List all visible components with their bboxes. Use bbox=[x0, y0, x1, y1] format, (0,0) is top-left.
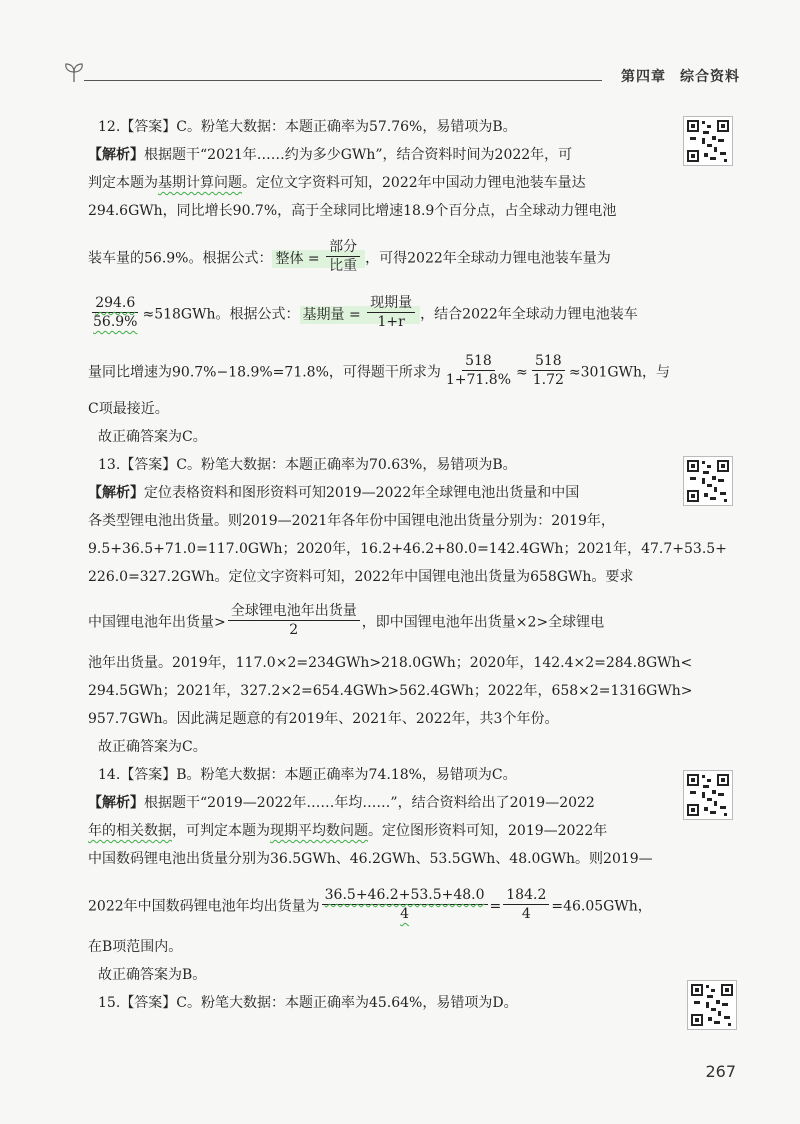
q13-conclusion: 故正确答案为C。 bbox=[98, 739, 207, 755]
header-rule bbox=[84, 80, 602, 81]
qr-code-icon[interactable] bbox=[687, 980, 737, 1030]
q13-analysis-line: 【解析】定位表格资料和图形资料可知2019—2022年全球锂电池出货量和中国 bbox=[88, 485, 580, 501]
q12-formula-line: $\frac{294.6}{56.9\%}$ ≈518GWh。根据公式： 基期量 = $\frac{\text{现期量}}{1+r}$ ，结合2022年全球动力锂电池装车 bbox=[88, 296, 638, 333]
q12-formula-line: 量同比增速为90.7%−18.9%=71.8%，可得题干所求为 $\frac{518}{1+71.8\%}$ ≈ $\frac{518}{1.72}$ ≈301GWh，与 bbox=[88, 353, 670, 388]
qr-code-icon[interactable] bbox=[683, 456, 733, 506]
q13-text-line: 池年出货量。2019年，117.0×2=234GWh>218.0GWh；2020年，142.4×2=284.8GWh< bbox=[88, 655, 693, 671]
fraction: $\frac{518}{1.72}$ bbox=[532, 353, 564, 388]
q13-text-line: 294.5GWh；2021年，327.2×2=654.4GWh>562.4GWh；2022年，658×2=1316GWh> bbox=[88, 683, 693, 699]
q14-answer-line: 14.【答案】B。粉笔大数据：本题正确率为74.18%，易错项为C。 bbox=[98, 767, 517, 783]
q14-analysis-line: 【解析】根据题干“2019—2022年……年均……”，结合资料给出了2019—2022 bbox=[88, 795, 595, 811]
fraction: $\frac{294.6}{56.9\%}$ bbox=[93, 295, 138, 330]
q13-text-line: 957.7GWh。因此满足题意的有2019年、2021年、2022年，共3个年份。 bbox=[88, 711, 559, 727]
q14-text-line: 在B项范围内。 bbox=[88, 939, 183, 955]
q14-formula-line: 2022年中国数码锂电池年均出货量为 $\frac{36.5+46.2+53.5+48.0}{4}$ = $\frac{184.2}{4}$ =46.05GWh， bbox=[88, 887, 652, 922]
q13-text-line: 9.5+36.5+71.0=117.0GWh；2020年，16.2+46.2+80.0=142.4GWh；2021年，47.7+53.5+ bbox=[88, 541, 727, 557]
q12-formula-line: 装车量的56.9%。根据公式： 整体 = $\frac{\text{部分}}{\text{比重}}$ ，可得2022年全球动力锂电池装车量为 bbox=[88, 239, 611, 274]
q13-formula-line: 中国锂电池年出货量> $\frac{\text{全球锂电池年出货量}}{2}$ ，即中国锂电池年出货量×2>全球锂电 bbox=[88, 603, 605, 638]
sprout-icon bbox=[62, 62, 86, 84]
q12-text-line: 294.6GWh，同比增长90.7%，高于全球同比增速18.9个百分点，占全球动力锂电池 bbox=[88, 203, 617, 219]
q12-text-line: 判定本题为基期计算问题。定位文字资料可知，2022年中国动力锂电池装车量达 bbox=[88, 175, 586, 191]
q14-text-line: 中国数码锂电池出货量分别为36.5GWh、46.2GWh、53.5GWh、48.0GWh。则2019— bbox=[88, 851, 653, 867]
q12-text-line: C项最接近。 bbox=[88, 401, 169, 417]
fraction: $\frac{518}{1+71.8\%}$ bbox=[445, 353, 512, 388]
q13-answer-line: 13.【答案】C。粉笔大数据：本题正确率为70.63%，易错项为B。 bbox=[98, 457, 517, 473]
q12-analysis-line: 【解析】根据题干“2021年……约为多少GWh”，结合资料时间为2022年，可 bbox=[88, 147, 573, 163]
fraction: $\frac{\text{全球锂电池年出货量}}{2}$ bbox=[228, 602, 360, 639]
q15-answer-line: 15.【答案】C。粉笔大数据：本题正确率为45.64%，易错项为D。 bbox=[98, 995, 518, 1011]
qr-code-icon[interactable] bbox=[683, 770, 733, 820]
key-phrase: 年的相关数据 bbox=[88, 823, 172, 839]
q13-text-line: 226.0=327.2GWh。定位文字资料可知，2022年中国锂电池出货量为658GWh。要求 bbox=[88, 569, 634, 585]
fraction: $\frac{\text{部分}}{\text{比重}}$ bbox=[326, 238, 360, 275]
key-phrase: 现期平均数问题 bbox=[270, 823, 368, 839]
q13-text-line: 各类型锂电池出货量。则2019—2021年各年份中国锂电池出货量分别为：2019年， bbox=[88, 513, 615, 529]
formula-highlight: 基期量 = $\frac{\text{现期量}}{1+r}$ bbox=[300, 306, 421, 324]
key-phrase: 基期计算问题 bbox=[158, 175, 242, 191]
chapter-title: 综合资料 bbox=[680, 69, 740, 85]
q14-conclusion: 故正确答案为B。 bbox=[98, 967, 207, 983]
formula-highlight: 整体 = $\frac{\text{部分}}{\text{比重}}$ bbox=[272, 250, 365, 268]
q14-text-line: 年的相关数据，可判定本题为现期平均数问题。定位图形资料可知，2019—2022年 bbox=[88, 823, 608, 839]
q12-conclusion: 故正确答案为C。 bbox=[98, 429, 207, 445]
fraction: $\frac{184.2}{4}$ bbox=[503, 886, 549, 923]
page-number: 267 bbox=[705, 1062, 736, 1081]
fraction: $\frac{36.5+46.2+53.5+48.0}{4}$ bbox=[322, 886, 488, 923]
chapter-label: 第四章 综合资料 bbox=[621, 69, 740, 85]
q12-answer-line: 12.【答案】C。粉笔大数据：本题正确率为57.76%，易错项为B。 bbox=[98, 119, 517, 135]
fraction: $\frac{\text{现期量}}{1+r}$ bbox=[367, 294, 415, 331]
running-header bbox=[62, 60, 740, 90]
qr-code-icon[interactable] bbox=[683, 116, 733, 166]
